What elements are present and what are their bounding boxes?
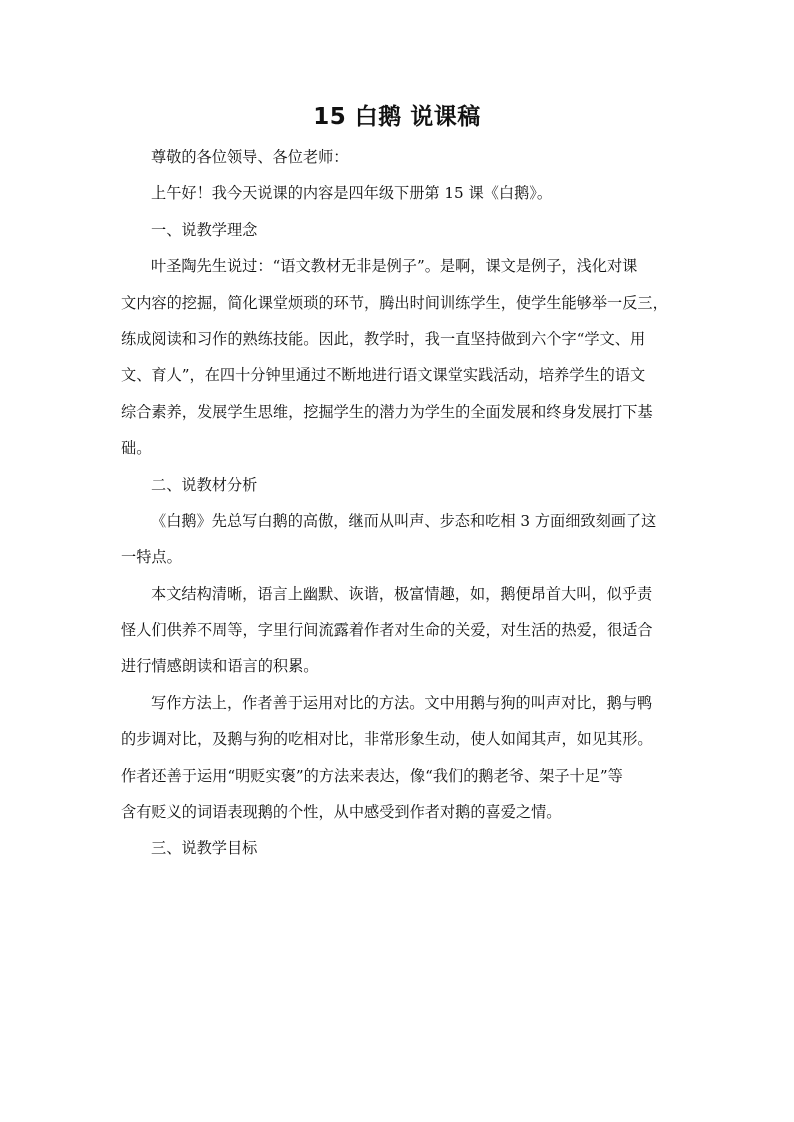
paragraph-line: 综合素养，发展学生思维，挖掘学生的潜力为学生的全面发展和终身发展打下基 (121, 402, 653, 421)
section-heading-material-analysis: 二、说教材分析 (151, 475, 258, 494)
document-body (121, 139, 681, 867)
paragraph-line: 练成阅读和习作的熟练技能。因此，教学时，我一直坚持做到六个字“学文、用 (121, 329, 646, 348)
greeting-line: 尊敬的各位领导、各位老师： (151, 148, 349, 166)
paragraph-line: 怪人们供养不周等，字里行间流露着作者对生命的关爱，对生活的热爱，很适合 (121, 621, 653, 640)
paragraph-line: 叶圣陶先生说过：“语文教材无非是例子”。是啊，课文是例子，浅化对课 (151, 257, 638, 276)
document-title: 15 白鹅 说课稿 (313, 104, 481, 130)
section-heading-teaching-philosophy: 一、说教学理念 (151, 220, 258, 239)
paragraph-line: 写作方法上，作者善于运用对比的方法。文中用鹅与狗的叫声对比，鹅与鸭 (151, 693, 653, 712)
paragraph-line: 《白鹅》先总写白鹅的高傲，继而从叫声、步态和吃相 3 方面细致刻画了这 (151, 511, 657, 530)
paragraph-line: 含有贬义的词语表现鹅的个性，从中感受到作者对鹅的喜爱之情。 (121, 803, 562, 822)
paragraph-line: 进行情感朗读和语言的积累。 (121, 657, 319, 676)
paragraph-line: 文、育人”，在四十分钟里通过不断地进行语文课堂实践活动，培养学生的语文 (121, 366, 646, 385)
section-heading-teaching-goals: 三、说教学目标 (151, 839, 258, 858)
paragraph-line: 一特点。 (121, 548, 182, 567)
intro-line: 上午好！我今天说课的内容是四年级下册第 15 课《白鹅》。 (151, 184, 553, 203)
paragraph-line: 的步调对比，及鹅与狗的吃相对比，非常形象生动，使人如闻其声，如见其形。 (121, 730, 653, 749)
paragraph-line: 作者还善于运用“明贬实褒”的方法来表达，像“我们的鹅老爷、架子十足”等 (121, 766, 623, 785)
paragraph-line: 文内容的挖掘，简化课堂烦琐的环节，腾出时间训练学生，使学生能够举一反三， (121, 293, 668, 312)
paragraph-line: 本文结构清晰，语言上幽默、诙谐，极富情趣，如，鹅便昂首大叫，似乎责 (151, 584, 653, 603)
paragraph-line: 础。 (121, 439, 152, 458)
